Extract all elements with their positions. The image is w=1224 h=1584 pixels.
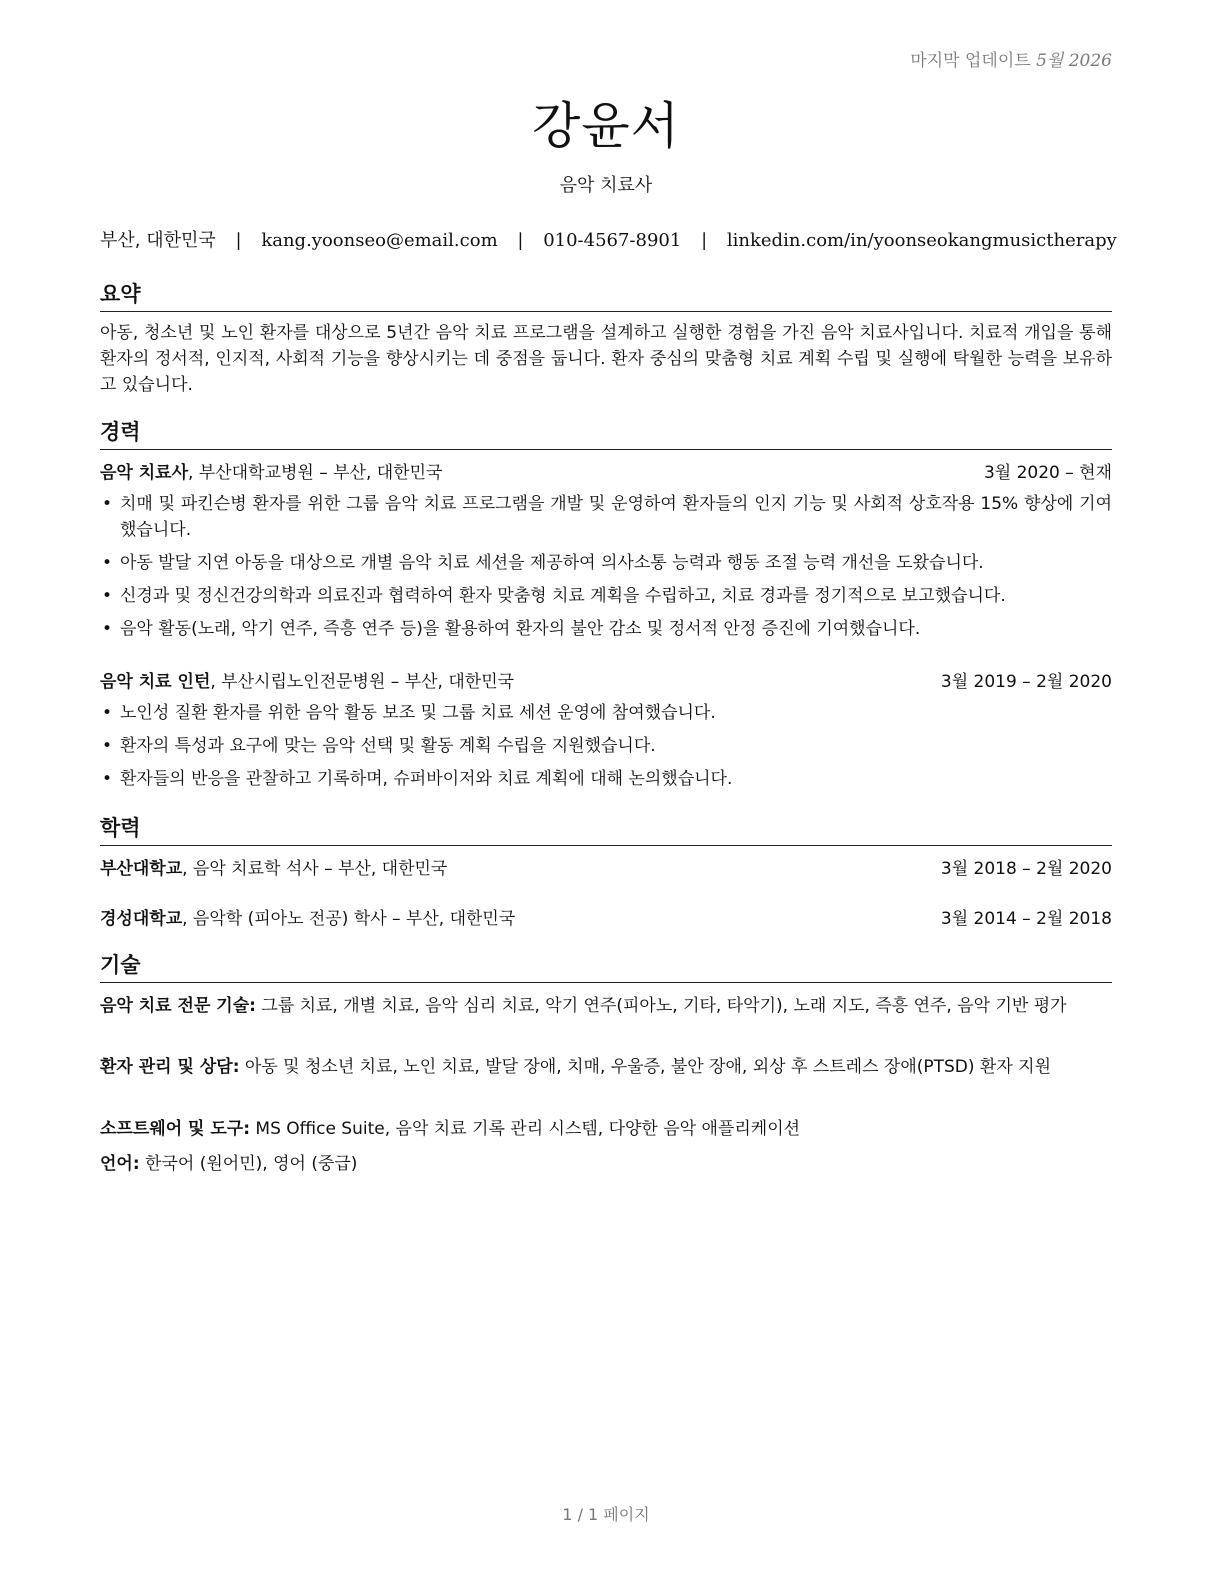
skill-text: 그룹 치료, 개별 치료, 음악 심리 치료, 악기 연주(피아노, 기타, 타악기), 노래 지도, 즉흥 연주, 음악 기반 평가 xyxy=(255,996,1067,1016)
education-school: 경성대학교 xyxy=(100,909,183,929)
contact-line xyxy=(100,226,1117,252)
skill-item xyxy=(100,1116,1112,1142)
last-updated-label: 마지막 업데이트 xyxy=(910,51,1031,71)
contact-phone: 010-4567-8901 xyxy=(543,230,682,251)
education-dates: 3월 2014 – 2월 2018 xyxy=(940,909,1112,929)
skill-label: 언어: xyxy=(100,1154,140,1174)
contact-email[interactable]: kang.yoonseo@email.com xyxy=(261,230,498,251)
job-position: 음악 치료사 xyxy=(100,463,189,483)
contact-separator: | xyxy=(517,230,524,251)
section-title-education: 학력 xyxy=(100,812,1112,846)
job-org: , 부산대학교병원 – 부산, 대한민국 xyxy=(188,463,443,483)
resume-page xyxy=(100,0,1117,1584)
candidate-name: 강윤서 xyxy=(532,97,680,155)
skill-label: 환자 관리 및 상담: xyxy=(100,1057,240,1077)
section-title-summary: 요약 xyxy=(100,278,1112,312)
skill-text: 한국어 (원어민), 영어 (중급) xyxy=(139,1154,358,1174)
list-item: • 치매 및 파킨슨병 환자를 위한 그룹 음악 치료 프로그램을 개발 및 운영하여 환자들의 인지 기능 및 사회적 상호작용 15% 향상에 기여했습니다. xyxy=(102,494,1112,540)
page-indicator: 1 / 1 페이지 xyxy=(562,1505,650,1524)
list-item: • 아동 발달 지연 아동을 대상으로 개별 음악 치료 세션을 제공하여 의사소통 능력과 행동 조절 능력 개선을 도왔습니다. xyxy=(102,553,984,573)
bullet-text: 치매 및 파킨슨병 환자를 위한 그룹 음악 치료 프로그램을 개발 및 운영하여 환자들의 인지 기능 및 사회적 상호작용 15% 향상에 기여했습니다. xyxy=(120,494,1112,540)
education-item xyxy=(100,907,1112,931)
education-detail: , 음악학 (피아노 전공) 학사 – 부산, 대한민국 xyxy=(182,909,516,929)
list-item: • 신경과 및 정신건강의학과 의료진과 협력하여 환자 맞춤형 치료 계획을 수립하고, 치료 경과를 정기적으로 보고했습니다. xyxy=(102,586,1006,606)
job-org: , 부산시립노인전문병원 – 부산, 대한민국 xyxy=(210,672,515,692)
job-header xyxy=(100,461,1112,485)
bullet-text: 노인성 질환 환자를 위한 음악 활동 보조 및 그룹 치료 세션 운영에 참여했습니다. xyxy=(120,703,716,723)
bullet-text: 신경과 및 정신건강의학과 의료진과 협력하여 환자 맞춤형 치료 계획을 수립하고, 치료 경과를 정기적으로 보고했습니다. xyxy=(120,586,1006,606)
education-detail: , 음악 치료학 석사 – 부산, 대한민국 xyxy=(182,859,448,879)
job-dates: 3월 2019 – 2월 2020 xyxy=(940,672,1112,692)
job-header xyxy=(100,670,1112,694)
skill-text: 아동 및 청소년 치료, 노인 치료, 발달 장애, 치매, 우울증, 불안 장애, 외상 후 스트레스 장애(PTSD) 환자 지원 xyxy=(239,1057,1052,1077)
job-bullets xyxy=(100,491,1112,649)
education-item xyxy=(100,857,1112,881)
bullet-text: 아동 발달 지연 아동을 대상으로 개별 음악 치료 세션을 제공하여 의사소통 능력과 행동 조절 능력 개선을 도왔습니다. xyxy=(120,553,984,573)
bullet-text: 환자의 특성과 요구에 맞는 음악 선택 및 활동 계획 수립을 지원했습니다. xyxy=(120,736,656,756)
list-item: • 환자의 특성과 요구에 맞는 음악 선택 및 활동 계획 수립을 지원했습니다. xyxy=(102,736,656,756)
list-item: • 노인성 질환 환자를 위한 음악 활동 보조 및 그룹 치료 세션 운영에 참여했습니다. xyxy=(102,703,716,723)
skill-item xyxy=(100,1151,1112,1177)
last-updated xyxy=(910,46,1112,71)
bullet-text: 음악 활동(노래, 악기 연주, 즉흥 연주 등)을 활용하여 환자의 불안 감소 및 정서적 안정 증진에 기여했습니다. xyxy=(120,619,921,639)
skill-label: 음악 치료 전문 기술: xyxy=(100,996,256,1016)
section-title-experience: 경력 xyxy=(100,416,1112,450)
section-title-skills: 기술 xyxy=(100,949,1112,983)
education-dates: 3월 2018 – 2월 2020 xyxy=(940,859,1112,879)
education-school: 부산대학교 xyxy=(100,859,183,879)
list-item: • 환자들의 반응을 관찰하고 기록하며, 슈퍼바이저와 치료 계획에 대해 논의했습니다. xyxy=(102,769,733,789)
summary-text: 아동, 청소년 및 노인 환자를 대상으로 5년간 음악 치료 프로그램을 설계하고 실행한 경험을 가진 음악 치료사입니다. 치료적 개입을 통해 환자의 정서적, 인지적, 사회적 기능을 향상시키는 데 중점을 둡니다. 환자 중심의 맞춤형 치료 계획 수립 및 실행에 탁월한 능력을 보유하고 있습니다. xyxy=(100,323,1112,395)
contact-linkedin[interactable]: linkedin.com/in/yoonseokangmusictherapy xyxy=(726,230,1117,251)
bullet-text: 환자들의 반응을 관찰하고 기록하며, 슈퍼바이저와 치료 계획에 대해 논의했습니다. xyxy=(120,769,733,789)
contact-separator: | xyxy=(235,230,242,251)
contact-separator: | xyxy=(701,230,708,251)
skill-label: 소프트웨어 및 도구: xyxy=(100,1119,251,1139)
list-item: • 음악 활동(노래, 악기 연주, 즉흥 연주 등)을 활용하여 환자의 불안 감소 및 정서적 안정 증진에 기여했습니다. xyxy=(102,619,921,639)
last-updated-value: 5월 2026 xyxy=(1036,51,1112,71)
job-bullets xyxy=(100,700,1112,799)
contact-location: 부산, 대한민국 xyxy=(100,230,216,251)
job-dates: 3월 2020 – 현재 xyxy=(983,463,1112,483)
skill-item xyxy=(100,1054,1112,1080)
candidate-role: 음악 치료사 xyxy=(559,175,653,196)
job-position: 음악 치료 인턴 xyxy=(100,672,211,692)
skill-item xyxy=(100,993,1112,1019)
skill-text: MS Office Suite, 음악 치료 기록 관리 시스템, 다양한 음악 애플리케이션 xyxy=(250,1119,801,1139)
